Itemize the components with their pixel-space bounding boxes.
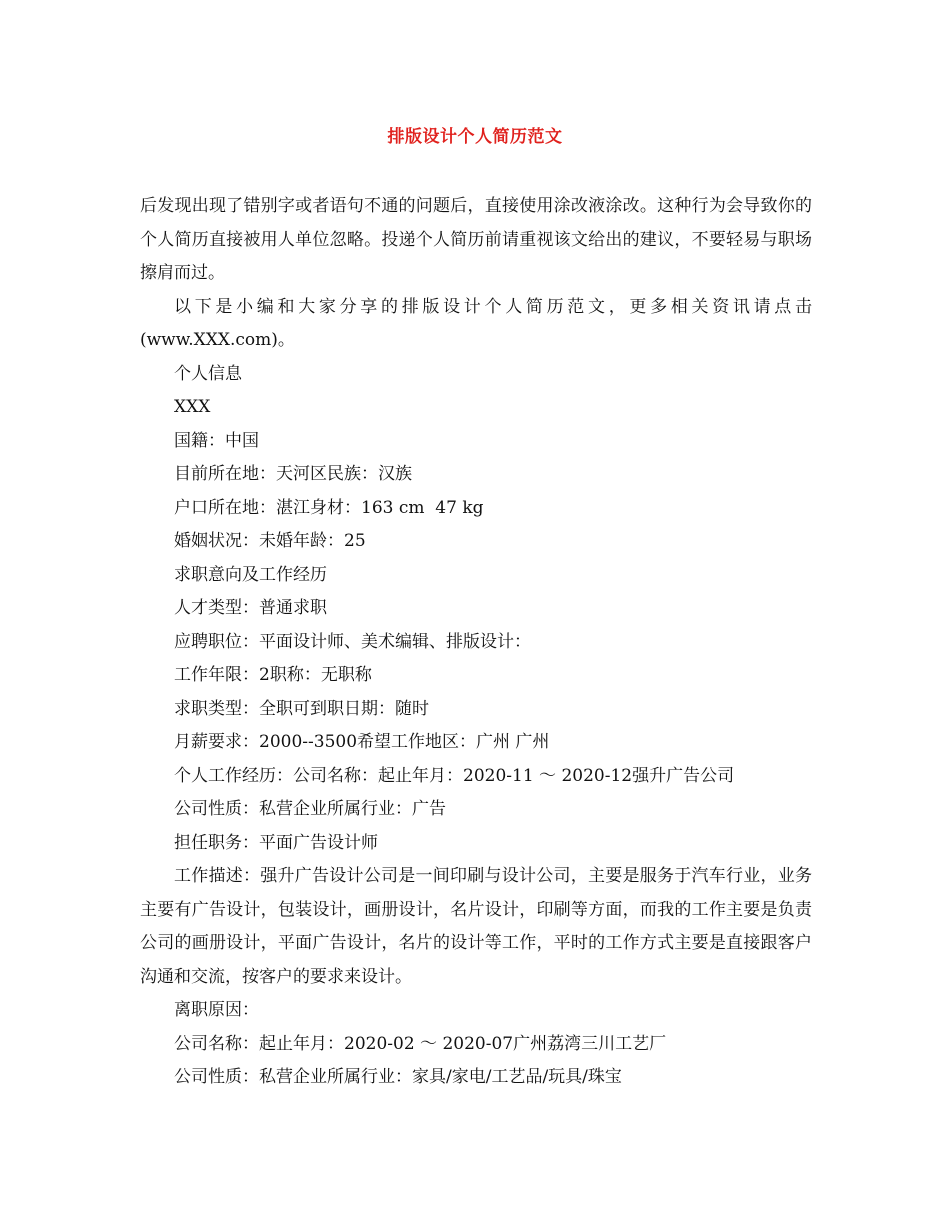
field-name: XXX <box>174 397 211 417</box>
section-heading-personal-info: 个人信息 <box>174 363 242 384</box>
paragraph-share: 以下是小编和大家分享的排版设计个人简历范文，更多相关资讯请点击(www.XXX.com)。 <box>140 296 812 350</box>
field-location: 目前所在地：天河区民族：汉族 <box>174 464 412 484</box>
field-hukou-height: 户口所在地：湛江身材：163 cm 47 kg <box>174 497 484 518</box>
field-company-nature-1: 公司性质：私营企业所属行业：广告 <box>174 799 446 819</box>
paragraph-job-description: 工作描述：强升广告设计公司是一间印刷与设计公司，主要是服务于汽车行业，业务主要有广告设计，包装设计，画册设计，名片设计，印刷等方面，而我的工作主要是负责公司的画册设计，平面广告设计，名片的设计等工作，平时的工作方式主要是直接跟客户沟通和交流，按客户的要求来设计。 <box>140 866 812 987</box>
field-work-history-2: 公司名称：起止年月：2020-02 ～ 2020-07广州荔湾三川工艺厂 <box>174 1033 667 1054</box>
field-job-type: 求职类型：全职可到职日期：随时 <box>174 698 429 719</box>
field-years-title: 工作年限：2职称：无职称 <box>174 665 372 685</box>
field-position: 应聘职位：平面设计师、美术编辑、排版设计： <box>174 631 531 652</box>
field-talent-type: 人才类型：普通求职 <box>174 598 327 618</box>
document-body <box>140 190 812 1095</box>
field-company-nature-2: 公司性质：私营企业所属行业：家具/家电/工艺品/玩具/珠宝 <box>174 1067 622 1087</box>
field-nationality: 国籍：中国 <box>174 430 259 451</box>
section-heading-job-intent: 求职意向及工作经历 <box>174 564 327 585</box>
field-role-1: 担任职务：平面广告设计师 <box>174 832 378 853</box>
paragraph-intro: 后发现出现了错别字或者语句不通的问题后，直接使用涂改液涂改。这种行为会导致你的个人简历直接被用人单位忽略。投递个人简历前请重视该文给出的建议，不要轻易与职场擦肩而过。 <box>140 196 812 283</box>
field-marital-age: 婚姻状况：未婚年龄：25 <box>174 531 366 551</box>
field-work-history-1: 个人工作经历：公司名称：起止年月：2020-11 ～ 2020-12强升广告公司 <box>174 765 735 786</box>
field-leave-reason: 离职原因： <box>174 1000 259 1020</box>
field-salary-region: 月薪要求：2000--3500希望工作地区：广州 广州 <box>174 732 550 752</box>
document-title: 排版设计个人简历范文 <box>387 127 563 147</box>
